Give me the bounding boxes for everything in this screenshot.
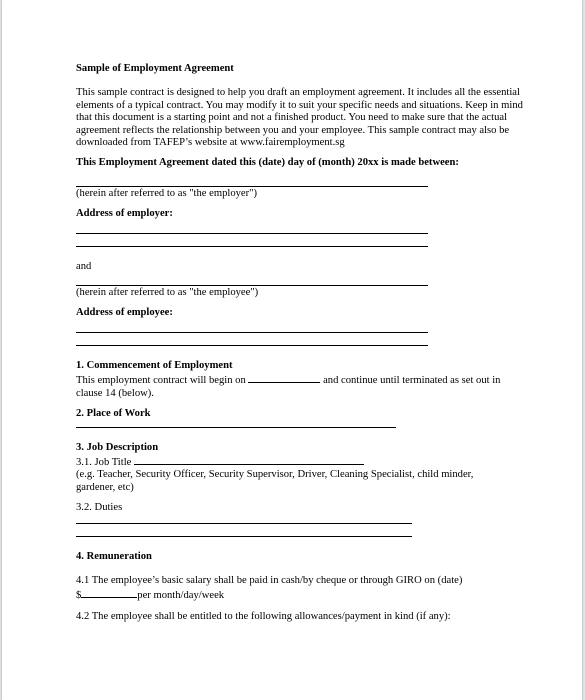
employee-note: (herein after referred to as "the employee")	[76, 287, 259, 299]
section-2-heading: 2. Place of Work	[76, 408, 151, 420]
duties-label: 3.2. Duties	[76, 502, 123, 514]
section-1-text-start: This employment contract will begin on	[76, 375, 246, 387]
section-1-text	[76, 372, 526, 387]
salary-clause: 4.1 The employee’s basic salary shall be paid in cash/by cheque or through GIRO on (date)	[76, 574, 463, 586]
job-title-examples: (e.g. Teacher, Security Officer, Security Supervisor, Driver, Cleaning Specialist, child minder, gardener, etc)	[76, 469, 474, 493]
salary-amount-row	[76, 587, 526, 602]
section-1-heading: 1. Commencement of Employment	[76, 359, 233, 371]
section-1-text-middle: and continue until terminated as set out in	[323, 375, 501, 387]
section-3-heading: 3. Job Description	[76, 441, 159, 453]
job-title-blank	[134, 454, 364, 465]
section-4-heading: 4. Remuneration	[76, 550, 152, 562]
and-text: and	[76, 260, 92, 272]
document-content	[76, 63, 526, 623]
document-page	[2, 0, 582, 700]
intro-paragraph: This sample contract is designed to help you draft an employment agreement. It includes all the essential elements of a typical contract. You may modify it to suit your specific needs and situations. Keep in mind that this document is a starting point and not a finished product. You need to make sure that the actual agreement reflects the relationship between you and your employee. This sample contract may also be downloaded from TAFEP’s website at www.fairemployment.sg	[76, 87, 523, 149]
start-date-blank	[248, 372, 320, 383]
document-title: Sample of Employment Agreement	[76, 63, 234, 74]
salary-period: per month/day/week	[137, 590, 225, 602]
section-1-text-end: clause 14 (below).	[76, 387, 154, 399]
agreement-line: This Employment Agreement dated this (date) day of (month) 20xx is made between:	[76, 157, 459, 169]
currency-symbol: $	[76, 590, 82, 602]
salary-amount-blank	[81, 587, 137, 598]
employer-note: (herein after referred to as "the employer")	[76, 187, 257, 199]
allowances-clause: 4.2 The employee shall be entitled to the following allowances/payment in kind (if any):	[76, 610, 451, 622]
employer-name-line	[76, 186, 428, 187]
employee-address-label: Address of employee:	[76, 307, 173, 319]
job-title-label: 3.1. Job Title	[76, 456, 132, 468]
employee-name-line	[76, 285, 428, 286]
employer-address-label: Address of employer:	[76, 208, 173, 220]
job-title-row	[76, 454, 526, 469]
